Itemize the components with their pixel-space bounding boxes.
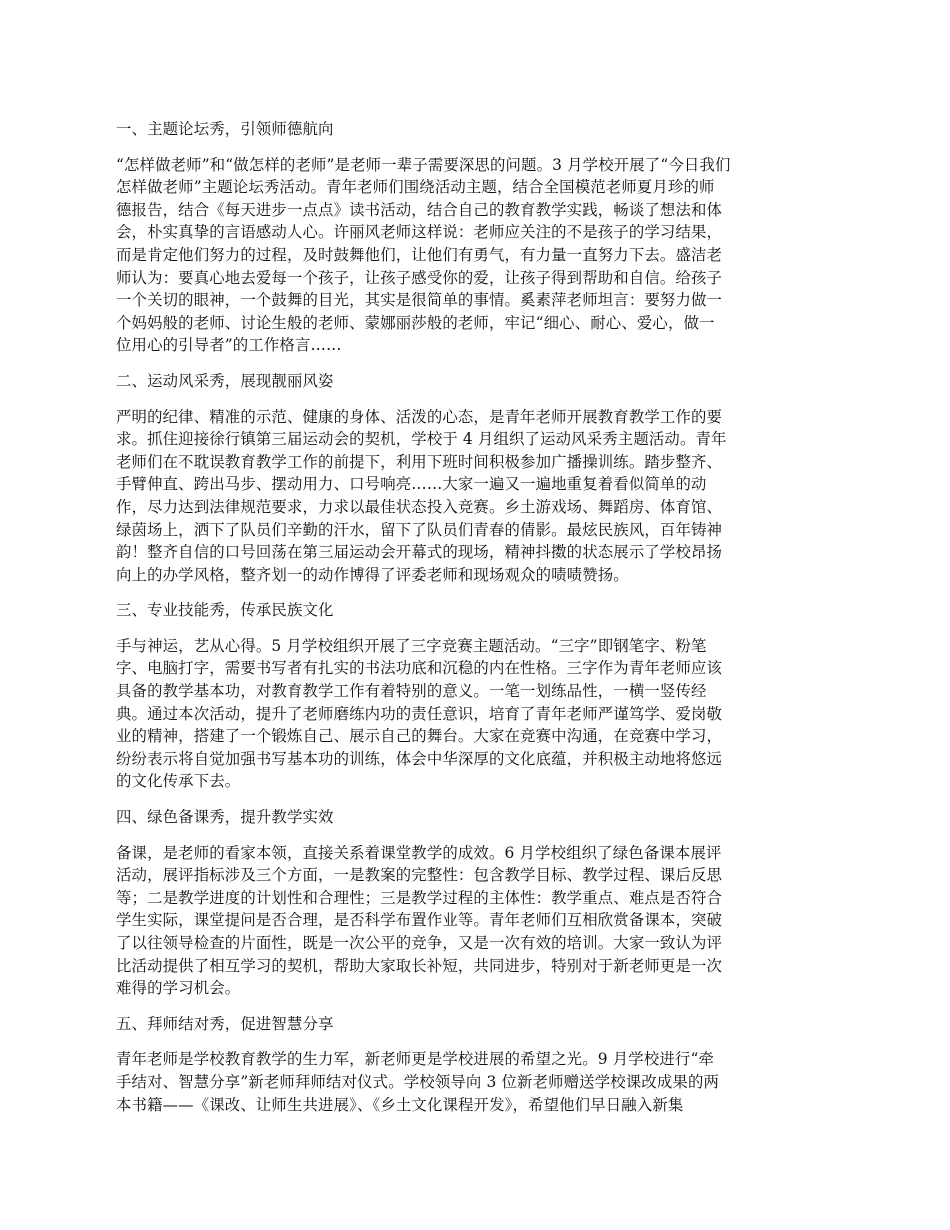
paragraph-line: 位用心的引导者”的工作格言…… — [116, 336, 342, 355]
section-heading: 四、绿色备课秀，提升教学实效 — [116, 808, 334, 827]
section-heading: 三、专业技能秀，传承民族文化 — [116, 601, 334, 620]
paragraph-line: 怎样做老师”主题论坛秀活动。青年老师们围绕活动主题，结合全国模范老师夏月珍的师 — [116, 178, 715, 197]
paragraph-line: 青年老师是学校教育教学的生力军，新老师更是学校进展的希望之光。9 月学校进行“牵 — [116, 1050, 715, 1069]
paragraph-line: 个妈妈般的老师、讨论生般的老师、蒙娜丽莎般的老师，牢记“细心、耐心、爱心，做一 — [116, 313, 715, 332]
section-3 — [116, 599, 840, 793]
paragraph-line: 学生实际，课堂提问是否合理，是否科学布置作业等。青年老师们互相欣赏备课本，突破 — [116, 911, 723, 930]
paragraph-line: 手结对、智慧分享”新老师拜师结对仪式。学校领导向 3 位新老师赠送学校课改成果的两 — [116, 1072, 720, 1091]
section-paragraph — [116, 1048, 840, 1116]
paragraph-line: 严明的纪律、精准的示范、健康的身体、活泼的心态，是青年老师开展教育教学工作的要 — [116, 407, 723, 426]
paragraph-line: 等；二是教学进度的计划性和合理性；三是教学过程的主体性：教学重点、难点是否符合 — [116, 888, 723, 907]
paragraph-line: 师认为：要真心地去爱每一个孩子，让孩子感受你的爱，让孩子得到帮助和自信。给孩子 — [116, 268, 723, 287]
paragraph-line: 韵！整齐自信的口号回荡在第三届运动会开幕式的现场，精神抖擞的状态展示了学校昂扬 — [116, 543, 723, 562]
section-heading: 二、运动风采秀，展现靓丽风姿 — [116, 371, 334, 390]
section-2 — [116, 370, 840, 586]
paragraph-line: 本书籍——《课改、让师生共进展》、《乡土文化课程开发》，希望他们早日融入新集 — [116, 1095, 684, 1114]
paragraph-line: 德报告，结合《每天进步一点点》读书活动，结合自己的教育教学实践，畅谈了想法和体 — [116, 200, 723, 219]
paragraph-line: 的文化传承下去。 — [116, 772, 241, 791]
section-paragraph — [116, 154, 840, 357]
paragraph-line: 向上的办学风格，整齐划一的动作博得了评委老师和现场观众的啧啧赞扬。 — [116, 565, 629, 584]
section-4 — [116, 806, 840, 1000]
section-paragraph — [116, 842, 840, 1000]
paragraph-line: 作，尽力达到法律规范要求，力求以最佳状态投入竞赛。乡土游戏场、舞蹈房、体育馆、 — [116, 497, 723, 516]
paragraph-line: 绿茵场上，洒下了队员们辛勤的汗水，留下了队员们青春的倩影。最炫民族风，百年铸神 — [116, 520, 723, 539]
paragraph-line: 一个关切的眼神，一个鼓舞的目光，其实是很简单的事情。奚素萍老师坦言：要努力做一 — [116, 291, 723, 310]
paragraph-line: 典。通过本次活动，提升了老师磨练内功的责任意识，培育了青年老师严谨笃学、爱岗敬 — [116, 704, 723, 723]
paragraph-line: 而是肯定他们努力的过程，及时鼓舞他们，让他们有勇气，有力量一直努力下去。盛洁老 — [116, 245, 723, 264]
paragraph-line: 活动，展评指标涉及三个方面，一是教案的完整性：包含教学目标、教学过程、课后反思 — [116, 866, 723, 885]
paragraph-line: “怎样做老师”和“做怎样的老师”是老师一辈子需要深思的问题。3 月学校开展了“今日我们 — [116, 155, 731, 174]
paragraph-line: 会，朴实真挚的言语感动人心。许丽风老师这样说：老师应关注的不是孩子的学习结果， — [116, 223, 723, 242]
section-heading: 五、拜师结对秀，促进智慧分享 — [116, 1014, 334, 1033]
paragraph-line: 比活动提供了相互学习的契机，帮助大家取长补短，共同进步，特别对于新老师更是一次 — [116, 956, 723, 975]
section-1 — [116, 118, 840, 357]
section-paragraph — [116, 635, 840, 793]
paragraph-line: 字、电脑打字，需要书写者有扎实的书法功底和沉稳的内在性格。三字作为青年老师应该 — [116, 659, 723, 678]
paragraph-line: 备课，是老师的看家本领，直接关系着课堂教学的成效。6 月学校组织了绿色备课本展评 — [116, 843, 722, 862]
paragraph-line: 手臂伸直、跨出马步、摆动用力、口号响亮……大家一遍又一遍地重复着看似简单的动 — [116, 475, 707, 494]
paragraph-line: 老师们在不耽误教育教学工作的前提下，利用下班时间积极参加广播操训练。踏步整齐、 — [116, 452, 723, 471]
paragraph-line: 难得的学习机会。 — [116, 979, 241, 998]
paragraph-line: 具备的教学基本功，对教育教学工作有着特别的意义。一笔一划练品性，一横一竖传经 — [116, 682, 707, 701]
paragraph-line: 了以往领导检查的片面性，既是一次公平的竞争，又是一次有效的培训。大家一致认为评 — [116, 934, 723, 952]
document-body — [116, 118, 840, 1129]
paragraph-line: 业的精神，搭建了一个锻炼自己、展示自己的舞台。大家在竞赛中沟通，在竞赛中学习， — [116, 727, 723, 746]
paragraph-line: 手与神运，艺从心得。5 月学校组织开展了三字竞赛主题活动。“三字”即钢笔字、粉笔 — [116, 636, 707, 655]
section-paragraph — [116, 406, 840, 587]
paragraph-line: 求。抓住迎接徐行镇第三届运动会的契机，学校于 4 月组织了运动风采秀主题活动。青年 — [116, 430, 727, 449]
section-5 — [116, 1013, 840, 1116]
paragraph-line: 纷纷表示将自觉加强书写基本功的训练，体会中华深厚的文化底蕴，并积极主动地将悠远 — [116, 749, 723, 768]
section-heading: 一、主题论坛秀，引领师德航向 — [116, 120, 334, 138]
